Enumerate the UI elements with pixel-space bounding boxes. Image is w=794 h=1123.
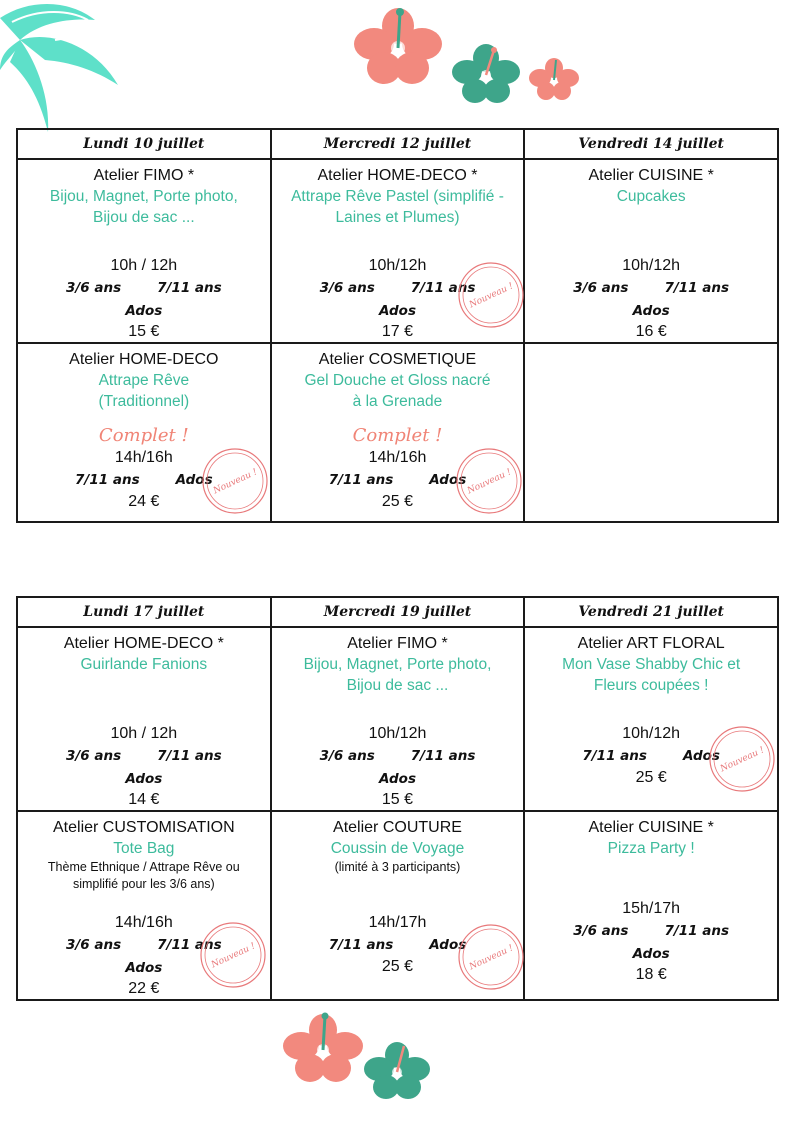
age-group: Ados (632, 303, 670, 319)
workshop-price: 14 € (128, 791, 160, 808)
workshop-title: Atelier HOME-DECO (69, 351, 219, 368)
workshop-time: 10h / 12h (110, 257, 178, 274)
age-group: 7/11 ans (328, 937, 394, 953)
workshop-cell (17, 627, 271, 811)
workshop-cell (524, 811, 778, 1000)
workshop-title: Atelier COUTURE (333, 819, 462, 836)
workshop-cell (17, 159, 271, 343)
nouveau-stamp (456, 922, 526, 992)
workshop-price: 22 € (128, 980, 160, 997)
workshop-subtitle: à la Grenade (352, 393, 443, 410)
workshop-cell (17, 343, 271, 522)
age-group: Ados (378, 771, 416, 787)
nouveau-stamp (200, 446, 270, 516)
workshop-price: 25 € (381, 958, 414, 975)
workshop-title: Atelier CUSTOMISATION (53, 819, 235, 836)
age-group: 7/11 ans (582, 748, 647, 764)
workshop-price: 15 € (381, 791, 414, 808)
workshop-subtitle: Coussin de Voyage (330, 840, 465, 857)
hibiscus-green-bottom-icon (362, 1040, 432, 1102)
workshop-price: 15 € (128, 323, 160, 340)
age-group: 7/11 ans (157, 280, 222, 296)
age-group: 7/11 ans (410, 748, 476, 764)
workshop-title: Atelier HOME-DECO * (317, 167, 478, 184)
day-header: Lundi 17 juillet (17, 597, 271, 627)
workshop-subtitle: Mon Vase Shabby Chic et Fleurs coupées ! (562, 656, 741, 694)
age-groups (272, 744, 524, 768)
workshop-note: Thème Ethnique / Attrape Rêve ou simplifié pour les 3/6 ans) (47, 860, 240, 891)
stamp-label: Nouveau ! (211, 467, 259, 497)
age-group: Ados (125, 960, 163, 976)
palm-tree-icon (0, 0, 130, 140)
workshop-subtitle: Gel Douche et Gloss nacré (304, 372, 491, 389)
schedule-table-week-2 (16, 596, 779, 1001)
workshop-price: 18 € (635, 966, 667, 983)
workshop-title: Atelier FIMO * (93, 167, 195, 184)
workshop-title: Atelier CUISINE * (588, 167, 714, 184)
nouveau-stamp (454, 446, 524, 516)
workshop-time: 10h/12h (622, 725, 681, 742)
workshop-cell (271, 811, 525, 1000)
workshop-price: 16 € (635, 323, 667, 340)
workshop-subtitle: Bijou, Magnet, Porte photo, Bijou de sac ... (49, 188, 238, 226)
workshop-cell (524, 627, 778, 811)
age-group: 3/6 ans (573, 280, 629, 296)
age-group: 7/11 ans (75, 472, 140, 488)
workshop-time: 14h/16h (114, 449, 173, 466)
workshop-title: Atelier HOME-DECO * (63, 635, 224, 652)
workshop-time: 14h/16h (114, 914, 173, 931)
workshop-time: 10h/12h (622, 257, 681, 274)
workshop-title: Atelier FIMO * (347, 635, 448, 652)
workshop-subtitle: Bijou, Magnet, Porte photo, Bijou de sac ... (303, 656, 492, 694)
stamp-label: Nouveau ! (467, 943, 515, 973)
workshop-price: 17 € (381, 323, 414, 340)
workshop-cell (17, 811, 271, 1000)
workshop-subtitle: Attrape Rêve Pastel (simplifié - Laines et Plumes) (291, 188, 504, 226)
stamp-label: Nouveau ! (465, 467, 513, 497)
workshop-time: 10h/12h (368, 257, 427, 274)
age-group: Ados (378, 303, 416, 319)
stamp-label: Nouveau ! (467, 281, 515, 311)
workshop-cell (524, 159, 778, 343)
workshop-subtitle: Cupcakes (616, 188, 686, 205)
workshop-time: 10h / 12h (110, 725, 178, 742)
day-header: Mercredi 12 juillet (271, 129, 525, 159)
age-group: 3/6 ans (319, 748, 375, 764)
workshop-cell (271, 627, 525, 811)
workshop-subtitle: Pizza Party ! (607, 840, 695, 857)
status-badge: Complet ! (352, 425, 443, 446)
age-group: 3/6 ans (65, 280, 122, 296)
age-groups (18, 744, 270, 768)
age-group: Ados (682, 748, 720, 764)
age-group: Ados (429, 472, 467, 488)
nouveau-stamp (456, 260, 526, 330)
workshop-time: 15h/17h (622, 900, 681, 917)
age-group: 7/11 ans (664, 280, 730, 296)
workshop-time: 10h/12h (368, 725, 427, 742)
stamp-label: Nouveau ! (209, 941, 257, 971)
workshop-subtitle: (Traditionnel) (98, 393, 190, 410)
hibiscus-green-icon (450, 42, 522, 106)
day-header: Vendredi 21 juillet (524, 597, 778, 627)
day-header: Mercredi 19 juillet (271, 597, 525, 627)
workshop-price: 25 € (381, 493, 414, 510)
workshop-subtitle: Tote Bag (113, 840, 175, 857)
day-header: Lundi 10 juillet (17, 129, 271, 159)
stamp-label: Nouveau ! (719, 745, 767, 775)
hibiscus-pink-large-icon (352, 6, 444, 88)
status-badge: Complet ! (98, 425, 189, 446)
workshop-cell (271, 159, 525, 343)
day-header: Vendredi 14 juillet (524, 129, 778, 159)
age-group: 3/6 ans (573, 923, 629, 939)
workshop-cell (271, 343, 525, 522)
workshop-price: 24 € (128, 493, 160, 510)
workshop-subtitle: Guirlande Fanions (80, 656, 208, 673)
age-group: Ados (632, 946, 670, 962)
workshop-title: Atelier CUISINE * (588, 819, 714, 836)
hibiscus-pink-small-icon (528, 56, 580, 102)
workshop-note: (limité à 3 participants) (334, 860, 461, 874)
age-groups (525, 276, 777, 300)
empty-cell (524, 343, 778, 522)
age-group: 7/11 ans (410, 280, 476, 296)
age-group: Ados (429, 937, 467, 953)
age-group: 3/6 ans (65, 748, 122, 764)
nouveau-stamp (198, 920, 268, 990)
workshop-time: 14h/16h (368, 449, 427, 466)
nouveau-stamp (707, 724, 777, 794)
age-group: 7/11 ans (157, 748, 222, 764)
workshop-title: Atelier ART FLORAL (577, 635, 725, 652)
age-group: Ados (125, 303, 163, 319)
workshop-subtitle: Attrape Rêve (98, 372, 190, 389)
workshop-time: 14h/17h (368, 914, 427, 931)
age-group: Ados (175, 472, 213, 488)
age-group: 7/11 ans (664, 923, 730, 939)
workshop-price: 25 € (635, 769, 667, 786)
schedule-table-week-1 (16, 128, 779, 523)
age-group: 7/11 ans (157, 937, 222, 953)
age-group: Ados (125, 771, 163, 787)
age-group: 3/6 ans (65, 937, 122, 953)
workshop-title: Atelier COSMETIQUE (318, 351, 477, 368)
age-group: 3/6 ans (319, 280, 375, 296)
age-groups (18, 276, 270, 300)
hibiscus-pink-bottom-icon (282, 1012, 364, 1086)
age-group: 7/11 ans (328, 472, 394, 488)
age-groups (525, 919, 777, 943)
